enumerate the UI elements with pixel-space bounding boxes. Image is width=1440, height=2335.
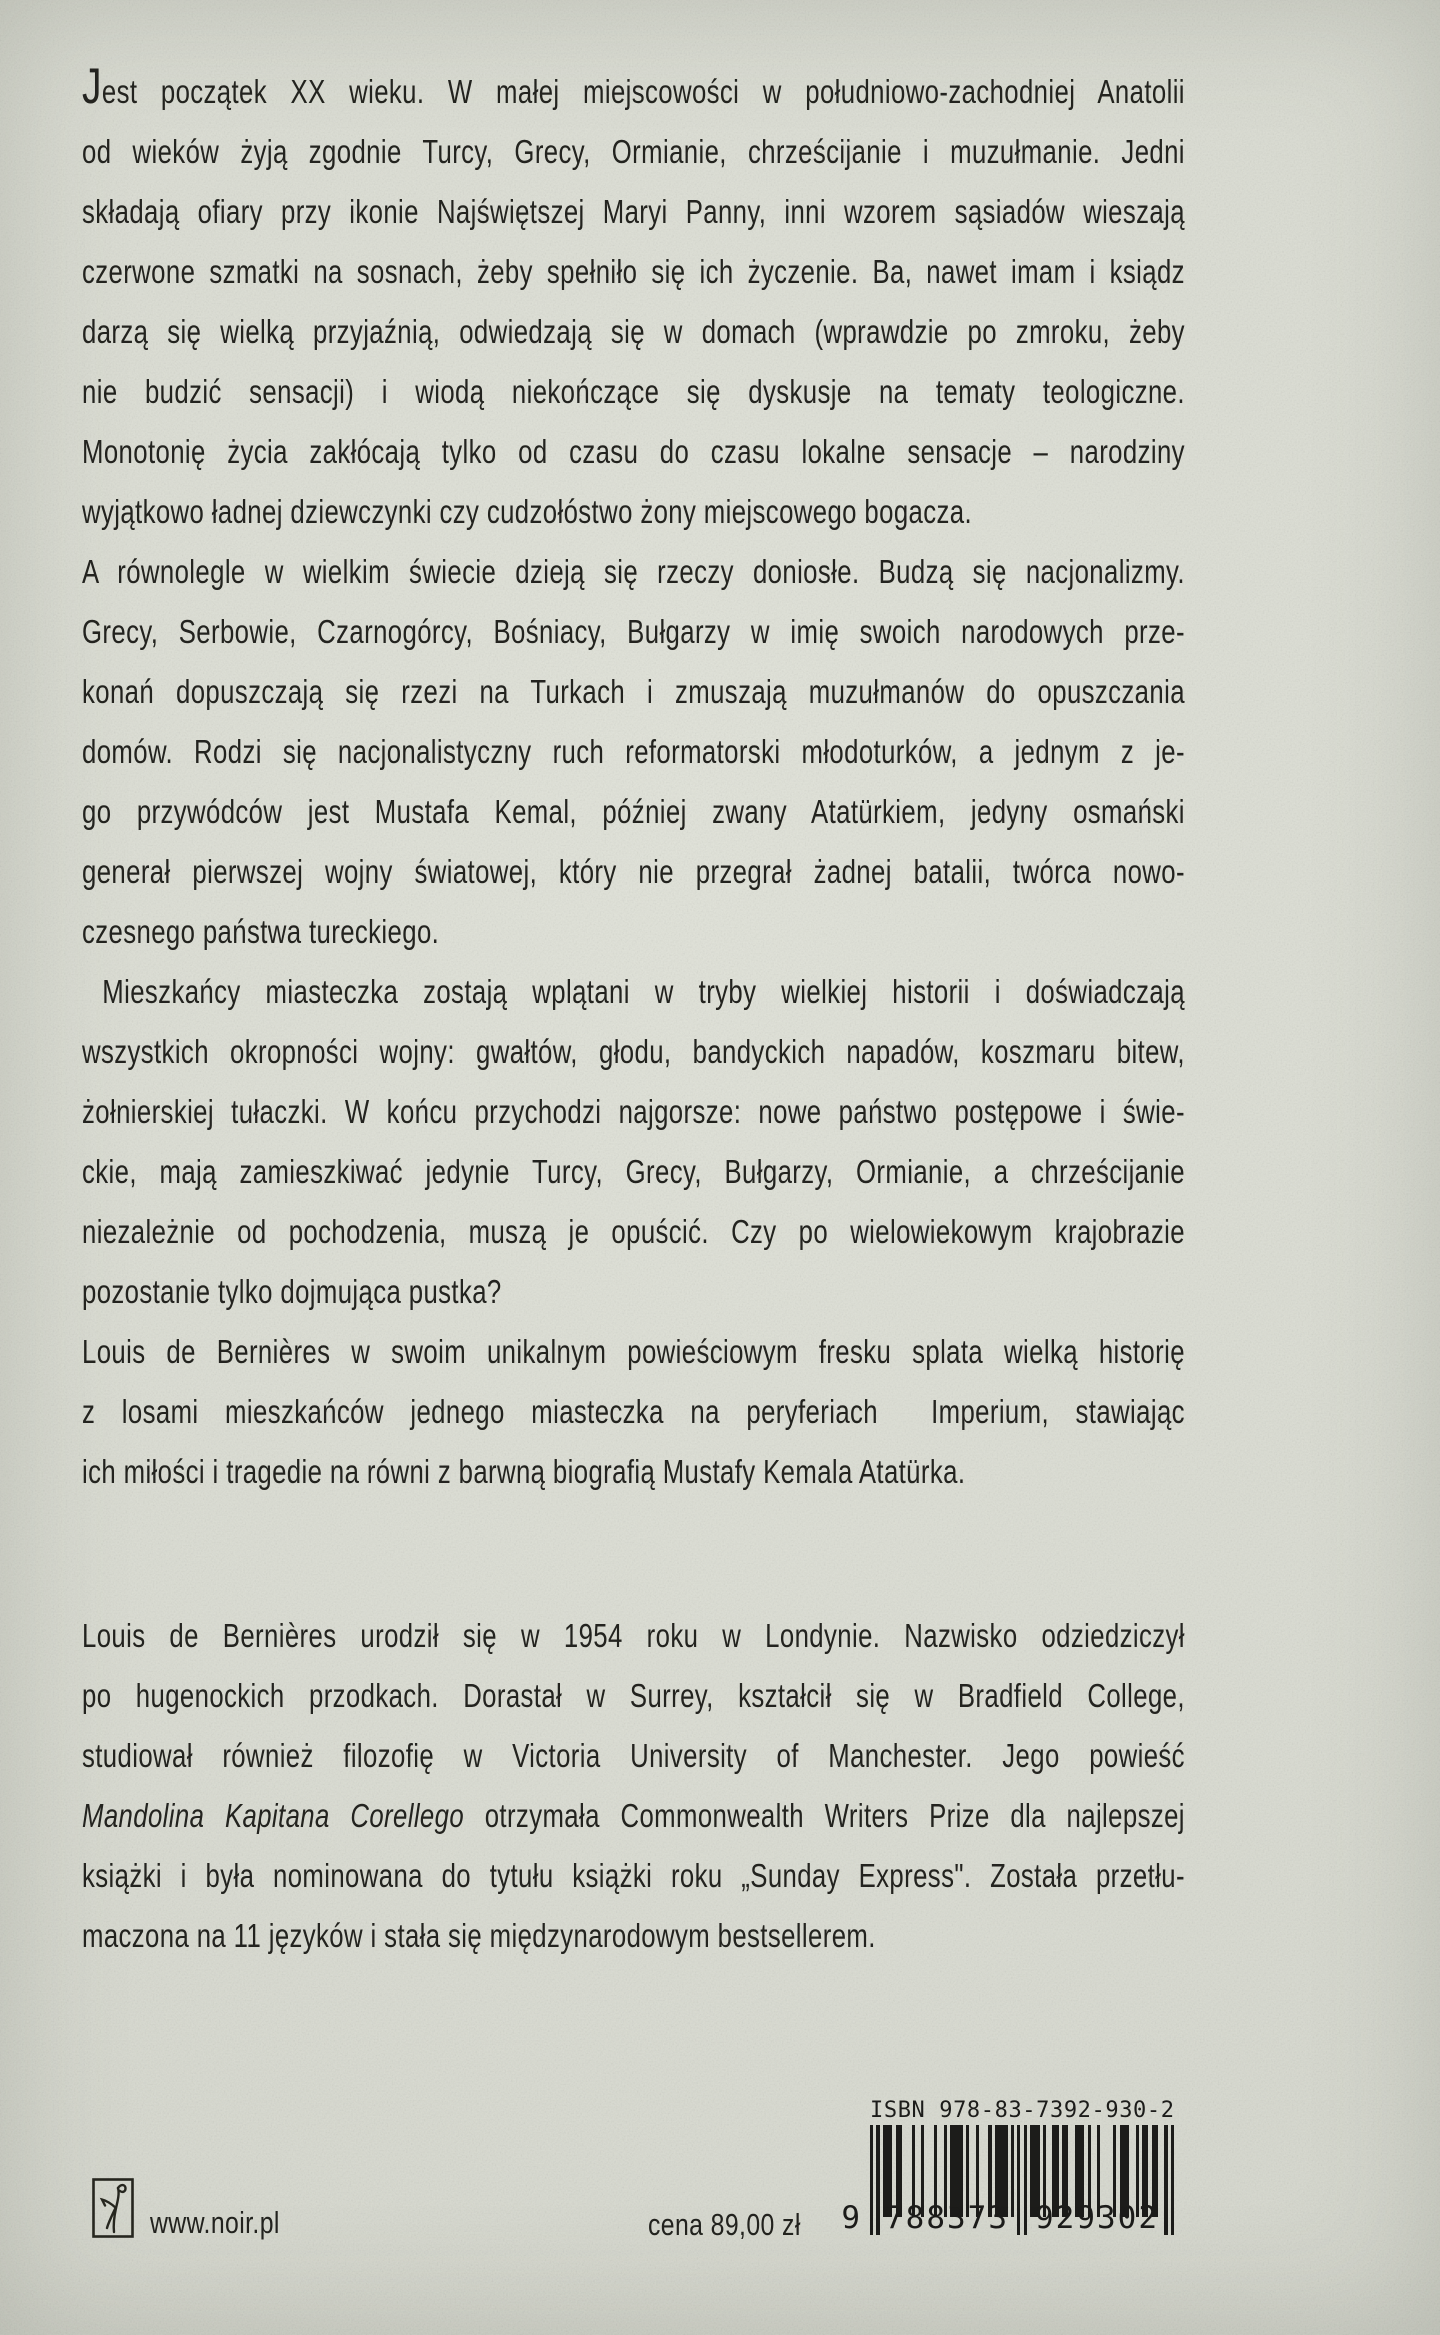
price-text: cena 89,00 zł bbox=[648, 2207, 801, 2242]
noir-sur-blanc-figure-icon bbox=[92, 2178, 134, 2238]
text-segment: książki i była nominowana do tytułu książki roku „Sunday Express". Została przetłu- bbox=[82, 1857, 1185, 1894]
text-segment: Grecy, Serbowie, Czarnogórcy, Bośniacy, Bułgarzy w imię swoich narodowych prze- bbox=[82, 613, 1185, 650]
text-line bbox=[82, 422, 1185, 482]
text-segment: Monotonię życia zakłócają tylko od czasu do czasu lokalne sensacje – narodziny bbox=[82, 433, 1185, 470]
text-line bbox=[82, 542, 1185, 602]
text-line bbox=[82, 1202, 1185, 1262]
text-line bbox=[82, 242, 1185, 302]
text-line bbox=[82, 122, 1185, 182]
text-line bbox=[82, 1022, 1185, 1082]
text-line bbox=[82, 302, 1185, 362]
text-line bbox=[82, 722, 1185, 782]
text-segment: czesnego państwa tureckiego. bbox=[82, 913, 440, 950]
text-segment: czerwone szmatki na sosnach, żeby spełniło się ich życzenie. Ba, nawet imam i ksiądz bbox=[82, 253, 1185, 290]
barcode-bar bbox=[870, 2125, 873, 2235]
barcode-digit-group-right: 929302 bbox=[1035, 2200, 1159, 2236]
text-segment: est początek XX wieku. W małej miejscowości w południowo-zachodniej Anatolii bbox=[101, 73, 1185, 110]
text-line bbox=[82, 1262, 1185, 1322]
text-line bbox=[82, 58, 1185, 122]
text-line bbox=[82, 1666, 1185, 1726]
text-segment: nie budzić sensacji) i wiodą niekończące się dyskusje na tematy teologiczne. bbox=[82, 373, 1185, 410]
text-line bbox=[82, 662, 1185, 722]
isbn-barcode bbox=[841, 2098, 1175, 2237]
synopsis-text-block bbox=[82, 58, 1440, 1502]
text-line bbox=[82, 1906, 1185, 1966]
text-line bbox=[82, 182, 1185, 242]
text-segment: z losami mieszkańców jednego miasteczka na peryferiach Imperium, stawiając bbox=[82, 1393, 1185, 1430]
text-segment: domów. Rodzi się nacjonalistyczny ruch reformatorski młodoturków, a jednym z je- bbox=[82, 733, 1185, 770]
text-segment: Louis de Bernières w swoim unikalnym powieściowym fresku splata wielką historię bbox=[82, 1333, 1185, 1370]
text-line bbox=[82, 1142, 1185, 1202]
text-line bbox=[82, 782, 1185, 842]
barcode-bar bbox=[1024, 2125, 1027, 2235]
text-line bbox=[82, 902, 1185, 962]
text-line bbox=[82, 1322, 1185, 1382]
barcode-bar bbox=[1171, 2125, 1174, 2235]
text-segment: wszystkich okropności wojny: gwałtów, głodu, bandyckich napadów, koszmaru bitew, bbox=[82, 1033, 1185, 1070]
text-segment: maczona na 11 języków i stała się międzynarodowym bestsellerem. bbox=[82, 1917, 876, 1954]
text-line bbox=[82, 842, 1185, 902]
text-segment: składają ofiary przy ikonie Najświętszej Maryi Panny, inni wzorem sąsiadów wieszają bbox=[82, 193, 1185, 230]
publisher-logo bbox=[92, 2178, 134, 2238]
text-line bbox=[82, 1082, 1185, 1142]
text-segment: Louis de Bernières urodził się w 1954 roku w Londynie. Nazwisko odziedziczył bbox=[82, 1617, 1185, 1654]
author-bio-block bbox=[82, 1606, 1440, 1966]
text-segment: ich miłości i tragedie na równi z barwną biografią Mustafy Kemala Atatürka. bbox=[82, 1453, 966, 1490]
publisher-website: www.noir.pl bbox=[150, 2205, 280, 2240]
text-line bbox=[82, 962, 1185, 1022]
text-line bbox=[82, 1382, 1185, 1442]
text-segment: A równolegle w wielkim świecie dzieją się rzeczy doniosłe. Budzą się nacjonalizmy. bbox=[82, 553, 1185, 590]
text-line bbox=[82, 1726, 1185, 1786]
text-segment: otrzymała Commonwealth Writers Prize dla najlepszej bbox=[464, 1797, 1185, 1834]
text-segment: go przywódców jest Mustafa Kemal, później zwany Atatürkiem, jedyny osmański bbox=[82, 793, 1185, 830]
text-segment: od wieków żyją zgodnie Turcy, Grecy, Ormianie, chrześcijanie i muzułmanie. Jedni bbox=[82, 133, 1185, 170]
text-line bbox=[82, 1846, 1185, 1906]
text-segment: generał pierwszej wojny światowej, który nie przegrał żadnej batalii, twórca nowo- bbox=[82, 853, 1185, 890]
text-segment: żołnierskiej tułaczki. W końcu przychodzi najgorsze: nowe państwo postępowe i świe- bbox=[82, 1093, 1185, 1130]
barcode-digit-prefix: 9 bbox=[841, 2200, 862, 2236]
text-segment: Mieszkańcy miasteczka zostają wplątani w tryby wielkiej historii i doświadczają bbox=[102, 973, 1185, 1010]
text-segment: studiował również filozofię w Victoria University of Manchester. Jego powieść bbox=[82, 1737, 1185, 1774]
text-line bbox=[82, 482, 1185, 542]
text-segment: niezależnie od pochodzenia, muszą je opuścić. Czy po wielowiekowym krajobrazie bbox=[82, 1213, 1185, 1250]
barcode-bar bbox=[1017, 2125, 1020, 2235]
isbn-label: ISBN 978-83-7392-930-2 bbox=[870, 2098, 1175, 2123]
text-segment-dropcap: J bbox=[82, 58, 102, 114]
text-segment: darzą się wielką przyjaźnią, odwiedzają się w domach (wprawdzie po zmroku, żeby bbox=[82, 313, 1185, 350]
text-line bbox=[82, 362, 1185, 422]
barcode-bar bbox=[1164, 2125, 1167, 2235]
text-segment: po hugenockich przodkach. Dorastał w Surrey, kształcił się w Bradfield College, bbox=[82, 1677, 1185, 1714]
text-segment: konań dopuszczają się rzezi na Turkach i zmuszają muzułmanów do opuszczania bbox=[82, 673, 1185, 710]
text-line bbox=[82, 1606, 1185, 1666]
text-line bbox=[82, 1786, 1185, 1846]
text-segment: pozostanie tylko dojmująca pustka? bbox=[82, 1273, 502, 1310]
text-line bbox=[82, 602, 1185, 662]
text-segment-italic: Mandolina Kapitana Corellego bbox=[82, 1797, 465, 1834]
text-segment: wyjątkowo ładnej dziewczynki czy cudzołóstwo żony miejscowego bogacza. bbox=[82, 493, 972, 530]
barcode-digit-group-left: 788373 bbox=[885, 2200, 1009, 2236]
text-segment: ckie, mają zamieszkiwać jedynie Turcy, Grecy, Bułgarzy, Ormianie, a chrześcijanie bbox=[82, 1153, 1185, 1190]
text-line bbox=[82, 1442, 1185, 1502]
